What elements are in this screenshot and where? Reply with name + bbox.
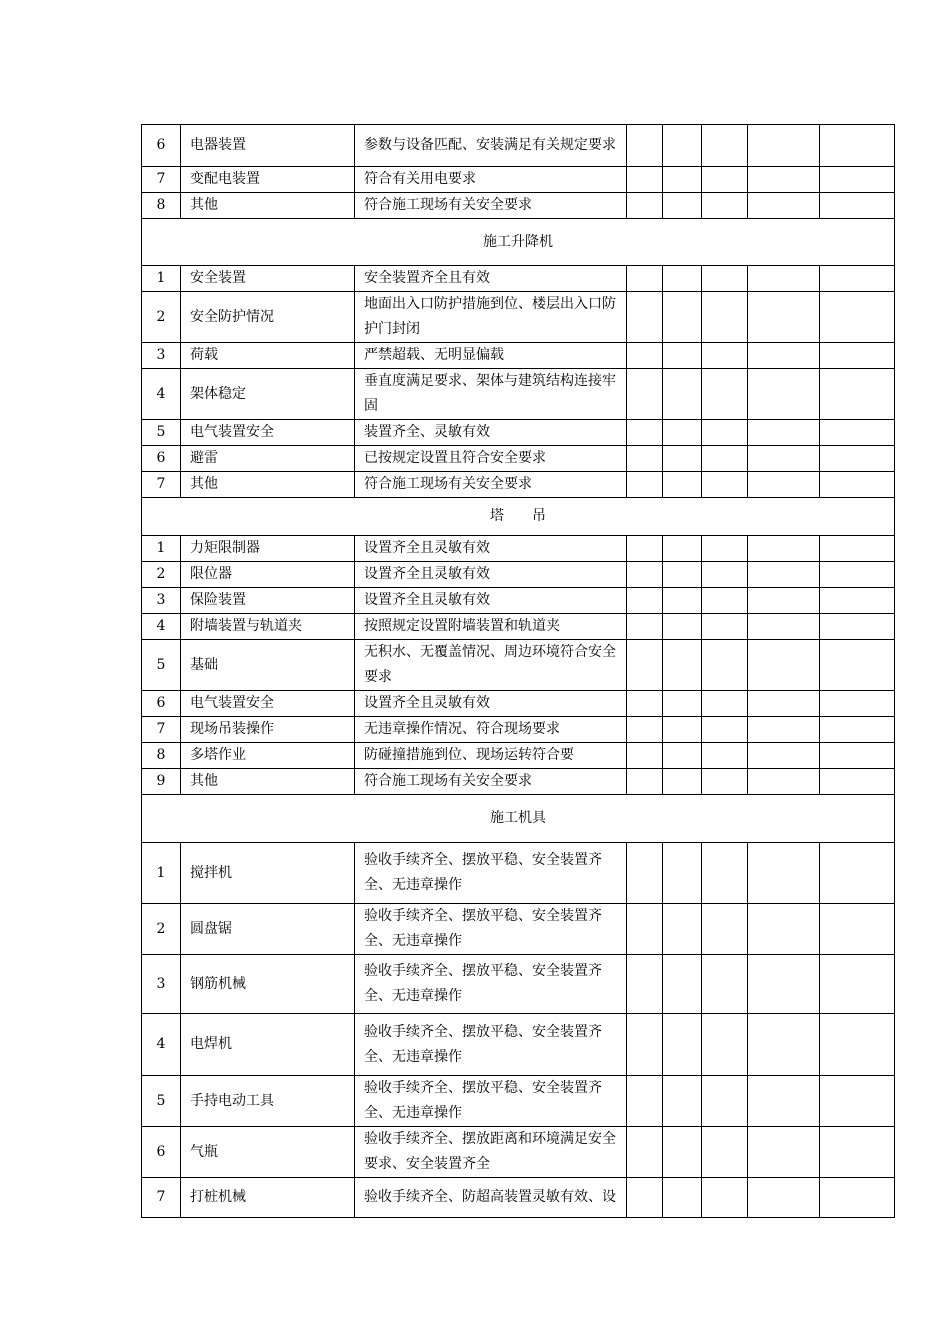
table-row	[142, 743, 895, 769]
check-cell[interactable]	[702, 125, 748, 167]
row-number-cell: 3	[142, 343, 181, 369]
check-cell[interactable]	[627, 420, 663, 446]
table-row	[142, 1127, 895, 1178]
row-number-cell: 7	[142, 717, 181, 743]
table-row	[142, 769, 895, 795]
check-cell[interactable]	[748, 446, 820, 472]
requirement-cell: 设置齐全且灵敏有效	[355, 562, 627, 588]
check-cell[interactable]	[627, 343, 663, 369]
check-cell[interactable]	[702, 1127, 748, 1178]
item-name-cell: 架体稳定	[181, 369, 355, 420]
check-cell[interactable]	[702, 343, 748, 369]
check-cell[interactable]	[663, 193, 702, 219]
check-cell[interactable]	[702, 266, 748, 292]
requirement-cell: 符合有关用电要求	[355, 167, 627, 193]
row-number-cell: 5	[142, 640, 181, 691]
check-cell[interactable]	[702, 955, 748, 1014]
check-cell[interactable]	[663, 125, 702, 167]
item-name-cell: 避雷	[181, 446, 355, 472]
check-cell[interactable]	[627, 743, 663, 769]
check-cell[interactable]	[820, 1178, 895, 1218]
check-cell[interactable]	[820, 292, 895, 343]
check-cell[interactable]	[820, 536, 895, 562]
check-cell[interactable]	[820, 369, 895, 420]
check-cell[interactable]	[702, 536, 748, 562]
check-cell[interactable]	[627, 125, 663, 167]
check-cell[interactable]	[820, 640, 895, 691]
check-cell[interactable]	[663, 614, 702, 640]
item-name-cell: 电气装置安全	[181, 691, 355, 717]
check-cell[interactable]	[627, 1076, 663, 1127]
check-cell[interactable]	[820, 904, 895, 955]
check-cell[interactable]	[627, 717, 663, 743]
section-header-row	[142, 795, 895, 843]
check-cell[interactable]	[748, 843, 820, 904]
row-number-cell: 7	[142, 167, 181, 193]
check-cell[interactable]	[663, 369, 702, 420]
row-number-cell: 4	[142, 614, 181, 640]
check-cell[interactable]	[820, 691, 895, 717]
requirement-cell: 符合施工现场有关安全要求	[355, 769, 627, 795]
check-cell[interactable]	[627, 640, 663, 691]
check-cell[interactable]	[820, 614, 895, 640]
requirement-cell: 验收手续齐全、摆放平稳、安全装置齐全、无违章操作	[355, 904, 627, 955]
check-cell[interactable]	[702, 369, 748, 420]
table-row	[142, 420, 895, 446]
row-number-cell: 6	[142, 1127, 181, 1178]
check-cell[interactable]	[627, 955, 663, 1014]
table-row	[142, 369, 895, 420]
check-cell[interactable]	[820, 769, 895, 795]
item-name-cell: 搅拌机	[181, 843, 355, 904]
check-cell[interactable]	[627, 562, 663, 588]
table-row	[142, 343, 895, 369]
check-cell[interactable]	[820, 717, 895, 743]
check-cell[interactable]	[663, 843, 702, 904]
table-row	[142, 1178, 895, 1218]
table-row	[142, 1076, 895, 1127]
check-cell[interactable]	[663, 640, 702, 691]
check-cell[interactable]	[820, 562, 895, 588]
requirement-cell: 垂直度满足要求、架体与建筑结构连接牢固	[355, 369, 627, 420]
check-cell[interactable]	[663, 266, 702, 292]
item-name-cell: 其他	[181, 769, 355, 795]
row-number-cell: 1	[142, 266, 181, 292]
table-row	[142, 1014, 895, 1076]
check-cell[interactable]	[663, 343, 702, 369]
item-name-cell: 安全装置	[181, 266, 355, 292]
row-number-cell: 1	[142, 843, 181, 904]
table-row	[142, 167, 895, 193]
check-cell[interactable]	[627, 369, 663, 420]
row-number-cell: 5	[142, 420, 181, 446]
section-title: 施工机具	[142, 795, 895, 843]
check-cell[interactable]	[627, 588, 663, 614]
check-cell[interactable]	[627, 1014, 663, 1076]
check-cell[interactable]	[748, 562, 820, 588]
check-cell[interactable]	[663, 588, 702, 614]
check-cell[interactable]	[663, 1127, 702, 1178]
requirement-cell: 验收手续齐全、防超高装置灵敏有效、设	[355, 1178, 627, 1218]
check-cell[interactable]	[663, 1014, 702, 1076]
item-name-cell: 电焊机	[181, 1014, 355, 1076]
item-name-cell: 气瓶	[181, 1127, 355, 1178]
item-name-cell: 附墙装置与轨道夹	[181, 614, 355, 640]
requirement-cell: 验收手续齐全、摆放平稳、安全装置齐全、无违章操作	[355, 1014, 627, 1076]
table-row	[142, 193, 895, 219]
check-cell[interactable]	[627, 904, 663, 955]
item-name-cell: 基础	[181, 640, 355, 691]
item-name-cell: 钢筋机械	[181, 955, 355, 1014]
requirement-cell: 设置齐全且灵敏有效	[355, 536, 627, 562]
requirement-cell: 安全装置齐全且有效	[355, 266, 627, 292]
check-cell[interactable]	[820, 193, 895, 219]
check-cell[interactable]	[748, 1076, 820, 1127]
requirement-cell: 设置齐全且灵敏有效	[355, 691, 627, 717]
check-cell[interactable]	[748, 691, 820, 717]
check-cell[interactable]	[663, 955, 702, 1014]
check-cell[interactable]	[627, 446, 663, 472]
check-cell[interactable]	[702, 743, 748, 769]
check-cell[interactable]	[820, 588, 895, 614]
row-number-cell: 8	[142, 743, 181, 769]
check-cell[interactable]	[748, 420, 820, 446]
row-number-cell: 2	[142, 904, 181, 955]
row-number-cell: 1	[142, 536, 181, 562]
check-cell[interactable]	[627, 843, 663, 904]
check-cell[interactable]	[748, 614, 820, 640]
check-cell[interactable]	[820, 1076, 895, 1127]
check-cell[interactable]	[702, 193, 748, 219]
check-cell[interactable]	[748, 1127, 820, 1178]
check-cell[interactable]	[702, 588, 748, 614]
requirement-cell: 符合施工现场有关安全要求	[355, 193, 627, 219]
check-cell[interactable]	[820, 420, 895, 446]
requirement-cell: 符合施工现场有关安全要求	[355, 472, 627, 498]
requirement-cell: 已按规定设置且符合安全要求	[355, 446, 627, 472]
check-cell[interactable]	[702, 640, 748, 691]
check-cell[interactable]	[702, 1076, 748, 1127]
check-cell[interactable]	[748, 193, 820, 219]
check-cell[interactable]	[748, 266, 820, 292]
item-name-cell: 变配电装置	[181, 167, 355, 193]
check-cell[interactable]	[820, 843, 895, 904]
check-cell[interactable]	[663, 472, 702, 498]
check-cell[interactable]	[627, 292, 663, 343]
check-cell[interactable]	[748, 167, 820, 193]
check-cell[interactable]	[627, 614, 663, 640]
row-number-cell: 5	[142, 1076, 181, 1127]
table-row	[142, 536, 895, 562]
requirement-cell: 地面出入口防护措施到位、楼层出入口防护门封闭	[355, 292, 627, 343]
row-number-cell: 6	[142, 125, 181, 167]
requirement-cell: 按照规定设置附墙装置和轨道夹	[355, 614, 627, 640]
requirement-cell: 验收手续齐全、摆放平稳、安全装置齐全、无违章操作	[355, 955, 627, 1014]
table-row	[142, 472, 895, 498]
check-cell[interactable]	[702, 472, 748, 498]
check-cell[interactable]	[820, 167, 895, 193]
table-row	[142, 588, 895, 614]
table-row	[142, 125, 895, 167]
requirement-cell: 验收手续齐全、摆放平稳、安全装置齐全、无违章操作	[355, 843, 627, 904]
check-cell[interactable]	[627, 167, 663, 193]
item-name-cell: 圆盘锯	[181, 904, 355, 955]
row-number-cell: 7	[142, 1178, 181, 1218]
check-cell[interactable]	[627, 691, 663, 717]
check-cell[interactable]	[627, 536, 663, 562]
check-cell[interactable]	[702, 420, 748, 446]
check-cell[interactable]	[663, 1178, 702, 1218]
requirement-cell: 防碰撞措施到位、现场运转符合要	[355, 743, 627, 769]
check-cell[interactable]	[702, 1014, 748, 1076]
check-cell[interactable]	[702, 614, 748, 640]
requirement-cell: 严禁超载、无明显偏载	[355, 343, 627, 369]
check-cell[interactable]	[627, 266, 663, 292]
item-name-cell: 荷载	[181, 343, 355, 369]
check-cell[interactable]	[663, 769, 702, 795]
table-row	[142, 691, 895, 717]
table-row	[142, 266, 895, 292]
requirement-cell: 设置齐全且灵敏有效	[355, 588, 627, 614]
item-name-cell: 电器装置	[181, 125, 355, 167]
requirement-cell: 装置齐全、灵敏有效	[355, 420, 627, 446]
check-cell[interactable]	[748, 1014, 820, 1076]
requirement-cell: 验收手续齐全、摆放距离和环境满足安全要求、安全装置齐全	[355, 1127, 627, 1178]
check-cell[interactable]	[663, 536, 702, 562]
inspection-table	[141, 124, 895, 1218]
check-cell[interactable]	[663, 691, 702, 717]
check-cell[interactable]	[748, 743, 820, 769]
check-cell[interactable]	[748, 343, 820, 369]
table-row	[142, 614, 895, 640]
check-cell[interactable]	[820, 472, 895, 498]
check-cell[interactable]	[702, 292, 748, 343]
check-cell[interactable]	[663, 562, 702, 588]
check-cell[interactable]	[748, 588, 820, 614]
item-name-cell: 电气装置安全	[181, 420, 355, 446]
section-header-row	[142, 219, 895, 266]
requirement-cell: 参数与设备匹配、安装满足有关规定要求	[355, 125, 627, 167]
check-cell[interactable]	[702, 717, 748, 743]
check-cell[interactable]	[702, 769, 748, 795]
check-cell[interactable]	[748, 472, 820, 498]
table-row	[142, 843, 895, 904]
row-number-cell: 4	[142, 1014, 181, 1076]
requirement-cell: 验收手续齐全、摆放平稳、安全装置齐全、无违章操作	[355, 1076, 627, 1127]
requirement-cell: 无违章操作情况、符合现场要求	[355, 717, 627, 743]
check-cell[interactable]	[748, 1178, 820, 1218]
row-number-cell: 2	[142, 292, 181, 343]
check-cell[interactable]	[627, 769, 663, 795]
check-cell[interactable]	[748, 904, 820, 955]
row-number-cell: 6	[142, 446, 181, 472]
row-number-cell: 6	[142, 691, 181, 717]
row-number-cell: 4	[142, 369, 181, 420]
table-row	[142, 955, 895, 1014]
table-row	[142, 904, 895, 955]
check-cell[interactable]	[663, 1076, 702, 1127]
section-title: 施工升降机	[142, 219, 895, 266]
check-cell[interactable]	[702, 167, 748, 193]
check-cell[interactable]	[663, 717, 702, 743]
check-cell[interactable]	[820, 266, 895, 292]
check-cell[interactable]	[702, 562, 748, 588]
check-cell[interactable]	[748, 640, 820, 691]
section-title: 塔 吊	[142, 498, 895, 536]
check-cell[interactable]	[748, 955, 820, 1014]
row-number-cell: 8	[142, 193, 181, 219]
row-number-cell: 7	[142, 472, 181, 498]
table-row	[142, 292, 895, 343]
check-cell[interactable]	[820, 955, 895, 1014]
item-name-cell: 现场吊装操作	[181, 717, 355, 743]
requirement-cell: 无积水、无覆盖情况、周边环境符合安全要求	[355, 640, 627, 691]
check-cell[interactable]	[820, 446, 895, 472]
check-cell[interactable]	[663, 904, 702, 955]
section-header-row	[142, 498, 895, 536]
table-row	[142, 446, 895, 472]
item-name-cell: 限位器	[181, 562, 355, 588]
check-cell[interactable]	[702, 446, 748, 472]
table-row	[142, 562, 895, 588]
check-cell[interactable]	[820, 343, 895, 369]
row-number-cell: 9	[142, 769, 181, 795]
item-name-cell: 安全防护情况	[181, 292, 355, 343]
item-name-cell: 其他	[181, 472, 355, 498]
check-cell[interactable]	[627, 1127, 663, 1178]
item-name-cell: 手持电动工具	[181, 1076, 355, 1127]
table-row	[142, 640, 895, 691]
check-cell[interactable]	[748, 536, 820, 562]
row-number-cell: 3	[142, 588, 181, 614]
item-name-cell: 其他	[181, 193, 355, 219]
check-cell[interactable]	[748, 717, 820, 743]
check-cell[interactable]	[702, 691, 748, 717]
item-name-cell: 多塔作业	[181, 743, 355, 769]
check-cell[interactable]	[627, 472, 663, 498]
check-cell[interactable]	[748, 769, 820, 795]
check-cell[interactable]	[748, 125, 820, 167]
check-cell[interactable]	[820, 125, 895, 167]
check-cell[interactable]	[663, 420, 702, 446]
row-number-cell: 3	[142, 955, 181, 1014]
check-cell[interactable]	[663, 446, 702, 472]
item-name-cell: 力矩限制器	[181, 536, 355, 562]
check-cell[interactable]	[627, 1178, 663, 1218]
check-cell[interactable]	[820, 1127, 895, 1178]
check-cell[interactable]	[820, 743, 895, 769]
check-cell[interactable]	[820, 1014, 895, 1076]
row-number-cell: 2	[142, 562, 181, 588]
table-row	[142, 717, 895, 743]
check-cell[interactable]	[702, 904, 748, 955]
check-cell[interactable]	[663, 743, 702, 769]
item-name-cell: 打桩机械	[181, 1178, 355, 1218]
check-cell[interactable]	[663, 292, 702, 343]
check-cell[interactable]	[748, 292, 820, 343]
item-name-cell: 保险装置	[181, 588, 355, 614]
check-cell[interactable]	[748, 369, 820, 420]
check-cell[interactable]	[627, 193, 663, 219]
check-cell[interactable]	[702, 1178, 748, 1218]
check-cell[interactable]	[702, 843, 748, 904]
check-cell[interactable]	[663, 167, 702, 193]
